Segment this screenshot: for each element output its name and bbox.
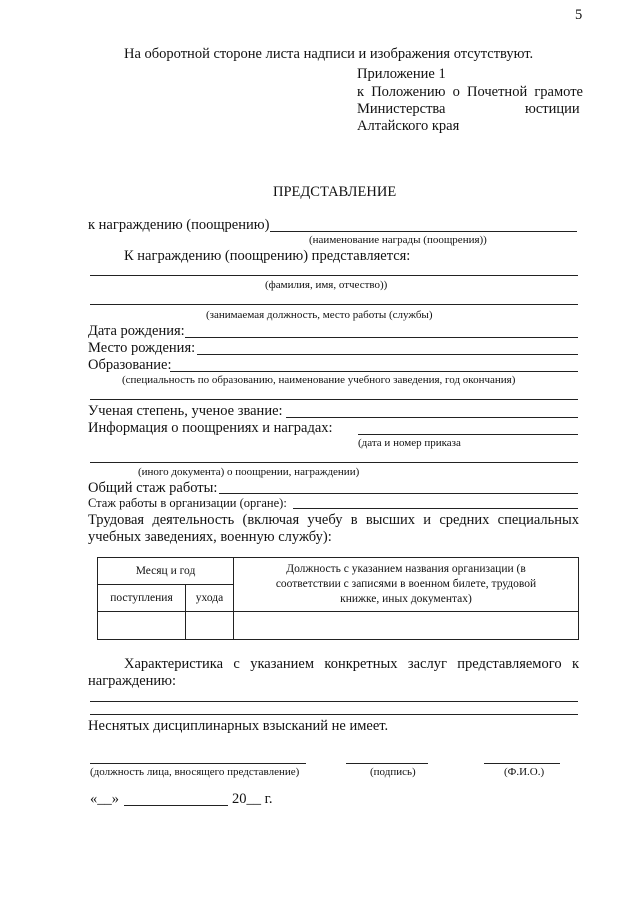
- position-hint: (занимаемая должность, место работы (службы): [206, 309, 433, 321]
- awards-info-line-2: [90, 462, 578, 463]
- education-hint: (специальность по образованию, наименование учебного заведения, год окончания): [122, 374, 516, 386]
- position-line: [90, 304, 578, 305]
- characteristic-line-1: [124, 656, 579, 673]
- position-cell[interactable]: [234, 612, 579, 640]
- month-year-header: Месяц и год: [98, 558, 234, 585]
- exit-header: ухода: [186, 585, 234, 612]
- org-exp-label: Стаж работы в организации (органе):: [88, 496, 287, 510]
- work-history-table: [97, 557, 579, 640]
- birth-place-line: [197, 354, 578, 355]
- appendix-line-3a: Министерства: [357, 101, 446, 117]
- page-number: 5: [575, 7, 583, 23]
- date-year: 20__ г.: [232, 791, 273, 807]
- fio-hint: (фамилия, имя, отчество)): [265, 279, 388, 291]
- signer-position-line: [90, 763, 306, 764]
- exit-cell[interactable]: [186, 612, 234, 640]
- appendix-line-3b: юстиции: [525, 101, 580, 117]
- work-activity-line-2: учебных заведениях, военную службу):: [88, 529, 332, 545]
- org-exp-line: [293, 508, 578, 509]
- degree-line: [286, 417, 578, 418]
- award-line: [270, 231, 577, 232]
- education-line-2: [90, 399, 578, 400]
- entry-header: поступления: [98, 585, 186, 612]
- appendix-line-1: Приложение 1: [357, 66, 446, 82]
- awards-info-line: [358, 434, 578, 435]
- doc-hint: (иного документа) о поощрении, награждении): [138, 466, 360, 478]
- no-penalties-text: Неснятых дисциплинарных взысканий не имеет.: [88, 718, 389, 734]
- birth-date-label: Дата рождения:: [88, 323, 185, 339]
- characteristic-line-2: награждению:: [88, 673, 177, 689]
- appendix-line-2: [357, 84, 583, 101]
- award-hint: (наименование награды (поощрения)): [309, 234, 487, 246]
- degree-label: Ученая степень, ученое звание:: [88, 403, 283, 419]
- document-title: ПРЕДСТАВЛЕНИЕ: [273, 184, 397, 200]
- characteristic-blank-1: [90, 701, 578, 702]
- work-activity-text-1: Трудовая деятельность (включая учебу в высших и средних специальных: [88, 512, 579, 528]
- back-side-notice: На оборотной стороне листа надписи и изображения отсутствуют.: [124, 46, 534, 62]
- total-exp-line: [219, 493, 578, 494]
- appendix-line-2-text: к Положению о Почетной грамоте: [357, 84, 583, 100]
- characteristic-text-1: Характеристика с указанием конкретных заслуг представляемого к: [124, 656, 579, 672]
- fio-line: [90, 275, 578, 276]
- date-month-line: [124, 805, 228, 806]
- position-header-2: соответствии с записями в военном билете, трудовой: [275, 578, 537, 590]
- position-header-3: книжке, иных документах): [340, 593, 472, 605]
- entry-cell[interactable]: [98, 612, 186, 640]
- position-header-1: Должность с указанием названия организации (в: [286, 563, 526, 575]
- education-label: Образование:: [88, 357, 172, 373]
- position-header: [234, 558, 579, 612]
- work-activity-line-1: [88, 512, 579, 529]
- birth-place-label: Место рождения:: [88, 340, 196, 356]
- signature-hint: (подпись): [370, 766, 416, 778]
- awards-info-label: Информация о поощрениях и наградах:: [88, 420, 333, 436]
- fio-signature-hint: (Ф.И.О.): [504, 766, 545, 778]
- signature-line: [346, 763, 428, 764]
- award-label: к награждению (поощрению): [88, 217, 270, 233]
- education-line: [170, 371, 578, 372]
- date-day: «__»: [90, 791, 119, 807]
- characteristic-blank-2: [90, 714, 578, 715]
- fio-signature-line: [484, 763, 560, 764]
- birth-date-line: [185, 337, 578, 338]
- total-exp-label: Общий стаж работы:: [88, 480, 218, 496]
- nominee-label: К награждению (поощрению) представляется:: [124, 248, 411, 264]
- appendix-line-4: Алтайского края: [357, 118, 460, 134]
- order-hint: (дата и номер приказа: [358, 437, 461, 449]
- signer-position-hint: (должность лица, вносящего представление): [90, 766, 300, 778]
